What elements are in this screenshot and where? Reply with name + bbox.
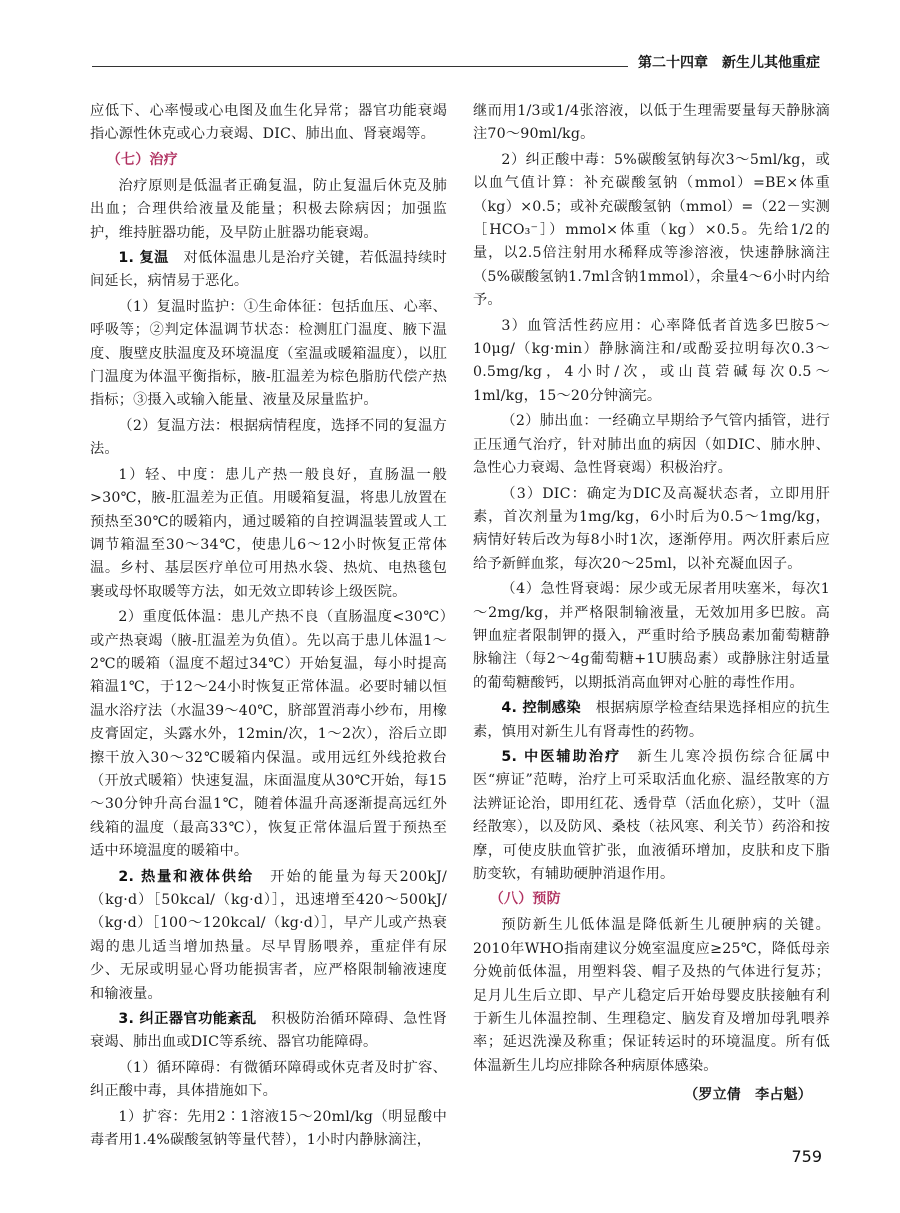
paragraph-text: 新生儿寒冷损伤综合征属中医“痹证”范畴，治疗上可采取活血化瘀、温经散寒的方法辨证论治，即用红花、透骨草（活血化瘀），艾叶（温经散寒），以及防风、桑枝（祛风寒、利关节）药浴和按摩，可使皮肤血管扩张，血液循环增加，皮肤和皮下脂肪变软，有辅助硬肿消退作用。 bbox=[473, 748, 830, 882]
subheading: 1. 复温 bbox=[118, 250, 169, 267]
paragraph: （1）复温时监护：①生命体征：包括血压、心率、呼吸等；②判定体温调节状态：检测肛门温度、腋下温度、腹壁皮肤温度及环境温度（室温或暖箱温度），以肛门温度为体温平衡指标，腋-肛温差为棕色脂肪代偿产热指标；③摄入或输入能量、液量及尿量监护。 bbox=[90, 298, 447, 409]
paragraph bbox=[90, 866, 447, 1006]
paragraph: 继而用1/3或1/4张溶液，以低于生理需要量每天静脉滴注70～90ml/kg。 bbox=[473, 103, 830, 143]
paragraph bbox=[473, 746, 830, 886]
paragraph: （1）循环障碍：有微循环障碍或休克者及时扩容、纠正酸中毒，具体措施如下。 bbox=[90, 1059, 447, 1100]
paragraph: 2）纠正酸中毒：5%碳酸氢钠每次3～5ml/kg，或以血气值计算：补充碳酸氢钠（mmol）=BE×体重（kg）×0.5；或补充碳酸氢钠（mmol）=（22－实测［HCO₃⁻］）mmol×体重（kg）×0.5。先给1/2的量，以2.5倍注射用水稀释成等渗溶液，快速静脉滴注（5%碳酸氢钠1.7ml含钠1mmol），余量4～6小时内给予。 bbox=[473, 151, 830, 309]
paragraph: （4）急性肾衰竭：尿少或无尿者用呋塞米，每次1～2mg/kg，并严格限制输液量，无效加用多巴胺。高钾血症者限制钾的摄入，严重时给予胰岛素加葡萄糖静脉输注（每2～4g葡萄糖+1U胰岛素）或静脉注射适量的葡萄糖酸钙，以期抵消高血钾对心脏的毒性作用。 bbox=[473, 581, 830, 691]
subheading: 2. 热量和液体供给 bbox=[118, 868, 255, 885]
paragraph-text: 积极防治循环障碍、急性肾衰竭、肺出血或DIC等系统、器官功能障碍。 bbox=[90, 1011, 447, 1051]
paragraph bbox=[90, 1008, 447, 1055]
authors: （罗立倩 李占魁） bbox=[684, 1087, 812, 1104]
section-heading: （七）治疗 bbox=[106, 151, 178, 168]
paragraph-text: 对低体温患儿是治疗关键，若低温持续时间延长，病情易于恶化。 bbox=[90, 250, 447, 290]
subheading: 4. 控制感染 bbox=[501, 700, 582, 717]
subheading: 3. 纠正器官功能紊乱 bbox=[118, 1011, 257, 1028]
paragraph: （2）肺出血：一经确立早期给予气管内插管，进行正压通气治疗，针对肺出血的病因（如DIC、肺水肿、急性心力衰竭、急性肾衰竭）积极治疗。 bbox=[473, 413, 830, 477]
paragraph: 1）扩容：先用2∶1溶液15～20ml/kg（明显酸中毒者用1.4%碳酸氢钠等量代替），1小时内静脉滴注， bbox=[90, 1108, 447, 1149]
chapter-header: 第二十四章 新生儿其他重症 bbox=[638, 55, 820, 71]
paragraph: 1）轻、中度：患儿产热一般良好，直肠温一般>30℃，腋-肛温差为正值。用暖箱复温，将患儿放置在预热至30℃的暖箱内，通过暖箱的自控调温装置或人工调节箱温至30～34℃，使患儿6～12小时恢复正常体温。乡村、基层医疗单位可用热水袋、热炕、电热毯包裹或母怀取暖等方法，如无效立即转诊上级医院。 bbox=[90, 466, 447, 600]
header-rule bbox=[92, 66, 628, 67]
paragraph-text: 开始的能量为每天200kJ/（kg·d）［50kcal/（kg·d）］，迅速增至420～500kJ/（kg·d）［100～120kcal/（kg·d）］，早产儿或产热衰竭的患儿适当增加热量。尽早胃肠喂养，重症伴有尿少、无尿或明显心肾功能损害者，应严格限制输液速度和输液量。 bbox=[90, 868, 447, 1002]
subheading: 5. 中医辅助治疗 bbox=[501, 748, 622, 765]
paragraph: （3）DIC：确定为DIC及高凝状态者，立即用肝素，首次剂量为1mg/kg，6小时后为0.5～1mg/kg，病情好转后改为每8小时1次，逐渐停用。两次肝素后应给予新鲜血浆，每次20～25ml，以补充凝血因子。 bbox=[473, 485, 830, 572]
paragraph: 治疗原则是低温者正确复温，防止复温后休克及肺出血；合理供给液量及能量；积极去除病因；加强监护，维持脏器功能，及早防止脏器功能衰竭。 bbox=[90, 177, 447, 241]
paragraph: 预防新生儿低体温是降低新生儿硬肿病的关键。2010年WHO指南建议分娩室温度应≥25℃，降低母亲分娩前低体温，用塑料袋、帽子及热的气体进行复苏；足月儿生后立即、早产儿稳定后开始母婴皮肤接触有利于新生儿体温控制、生理稳定、脑发育及增加母乳喂养率；延迟洗澡及称重；保证转运时的环境温度。所有低体温新生儿均应排除各种病原体感染。 bbox=[473, 917, 830, 1074]
page-number: 759 bbox=[791, 1147, 822, 1166]
paragraph bbox=[473, 697, 830, 744]
paragraph: 2）重度低体温：患儿产热不良（直肠温度<30℃）或产热衰竭（腋-肛温差为负值）。先以高于患儿体温1～2℃的暖箱（温度不超过34℃）开始复温，每小时提高箱温1℃，于12～24小时恢复正常体温。必要时辅以恒温水浴疗法（水温39～40℃，脐部置消毒小纱布，用橡皮膏固定，头露水外，12min/次，1～2次），浴后立即擦干放入30～32℃暖箱内保温。或用远红外线抢救台（开放式暖箱）快速复温，床面温度从30℃开始，每15～30分钟升高台温1℃，随着体温升高逐渐提高远红外线箱的温度（最高33℃），恢复正常体温后置于预热至适中环境温度的暖箱中。 bbox=[90, 609, 447, 860]
left-column bbox=[90, 100, 447, 1154]
right-column bbox=[473, 100, 830, 1110]
paragraph-text: 根据病原学检查结果选择相应的抗生素，慎用对新生儿有肾毒性的药物。 bbox=[473, 700, 830, 740]
paragraph: 应低下、心率慢或心电图及血生化异常；器官功能衰竭指心源性休克或心力衰竭、DIC、肺出血、肾衰竭等。 bbox=[90, 103, 447, 143]
paragraph: （2）复温方法：根据病情程度，选择不同的复温方法。 bbox=[90, 417, 447, 458]
paragraph bbox=[90, 247, 447, 294]
paragraph: 3）血管活性药应用：心率降低者首选多巴胺5～10μg/（kg·min）静脉滴注和/或酚妥拉明每次0.3～0.5mg/kg，4小时/次，或山莨菪碱每次0.5～1ml/kg，15～20分钟滴完。 bbox=[473, 317, 830, 404]
section-heading: （八）预防 bbox=[489, 891, 561, 908]
